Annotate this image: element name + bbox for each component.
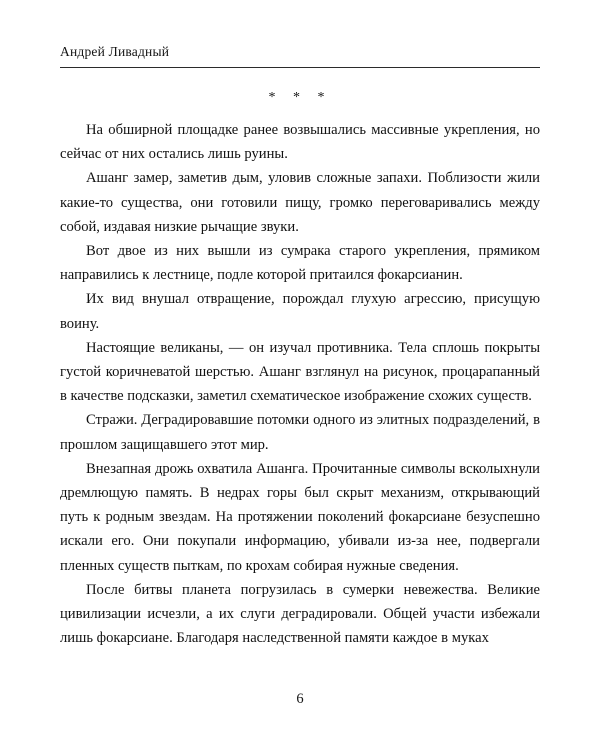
paragraph: Ашанг замер, заметив дым, уловив сложные запахи. Поблизости жили какие-то существа, они готовили пищу, громко переговаривались между собой, издавая низкие рычащие звуки. — [60, 170, 540, 235]
paragraph: Настоящие великаны, — он изучал противника. Тела сплошь покрыты густой коричневатой шерстью. Ашанг взглянул на рисунок, процарапанный в качестве подсказки, заметил схематическое изображение схожих существ. — [60, 339, 540, 405]
paragraph: Внезапная дрожь охватила Ашанга. Прочитанные символы всколыхнули дремлющую память. В недрах горы был скрыт механизм, открывающий путь к родным звездам. На протяжении поколений фокарсиане безуспешно искали его. Они покупали информацию, убивали из-за нее, подвергали пленных существ пыткам, по крохам собирая нужные сведения. — [60, 460, 540, 574]
paragraph: Стражи. Деградировавшие потомки одного из элитных подразделений, в прошлом защищавшего этот мир. — [60, 412, 540, 453]
page-number: 6 — [296, 691, 304, 707]
running-head: Андрей Ливадный — [60, 44, 170, 59]
paragraph: После битвы планета погрузилась в сумерки невежества. Великие цивилизации исчезли, а их слуги деградировали. Общей участи избежали лишь фокарсиане. Благодаря наследственной памяти каждое в муках — [60, 581, 540, 647]
body-text — [60, 118, 540, 650]
header-divider — [60, 67, 540, 68]
section-break-ornament: * * * — [268, 90, 332, 105]
paragraph: Вот двое из них вышли из сумрака старого укрепления, прямиком направились к лестнице, подле которой притаился фокарсианин. — [60, 243, 540, 284]
paragraph: Их вид внушал отвращение, порождал глухую агрессию, присущую воину. — [60, 291, 540, 332]
paragraph: На обширной площадке ранее возвышались массивные укрепления, но сейчас от них остались лишь руины. — [60, 122, 540, 163]
